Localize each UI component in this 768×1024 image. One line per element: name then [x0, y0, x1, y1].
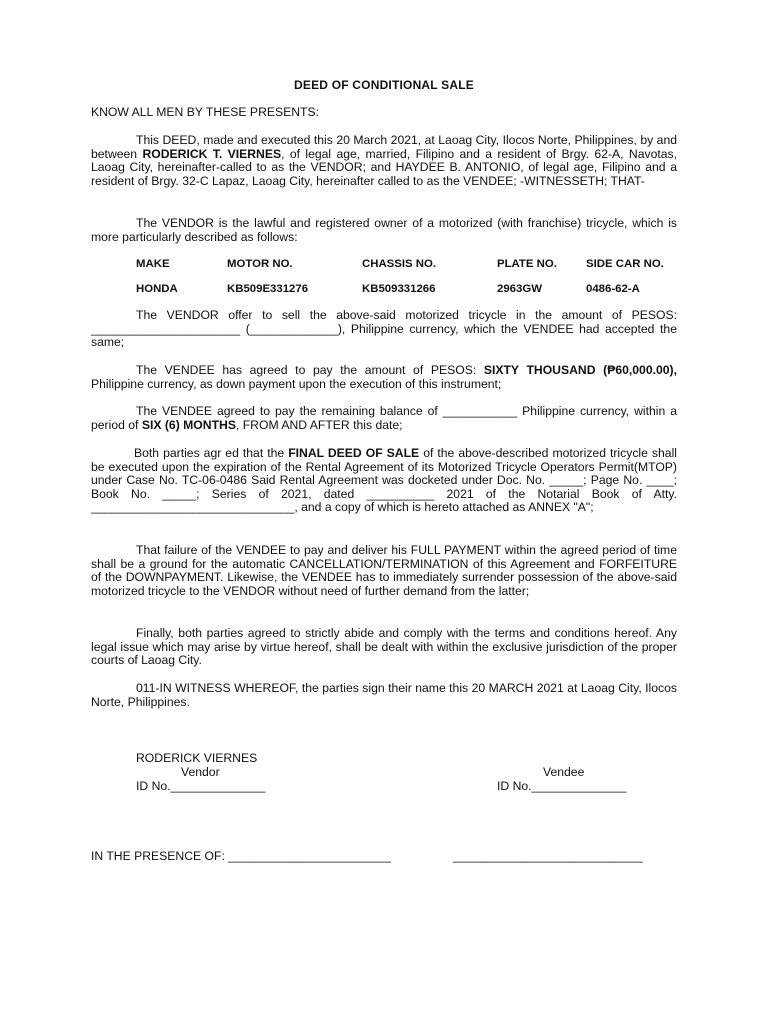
parties-text-a: This DEED, made and executed this 20 March 2021, at Laoag City, Ilocos Norte, Philippines, by and between [91, 133, 677, 161]
cell-make: HONDA [136, 283, 178, 295]
cell-chassis-no: KB509331266 [362, 283, 436, 295]
header-plate-no: PLATE NO. [497, 258, 557, 270]
paragraph-parties [91, 134, 677, 188]
downpayment-text-a: The VENDEE has agreed to pay the amount of PESOS: [136, 363, 484, 377]
downpayment-text-b: Philippine currency, as down payment upon the execution of this instrument; [91, 376, 502, 391]
final-deed-text-a: Both parties agr ed that the [134, 446, 289, 460]
balance-period: SIX (6) MONTHS [141, 417, 236, 432]
document-title: DEED OF CONDITIONAL SALE [294, 78, 474, 92]
vendor-id-line: ID No.______________ [136, 779, 266, 793]
paragraph-failure: That failure of the VENDEE to pay and deliver his FULL PAYMENT within the agreed period of time shall be a ground for the automatic CANCELLATION/TERMINATION of this Agreement and FORFEITURE of the DOWNPAYMENT. Likewise, the VENDEE has to immediately surrender possession of the above-said motorized tricycle to the VENDOR without need of further demand from the latter; [91, 543, 677, 598]
paragraph-ownership: The VENDOR is the lawful and registered owner of a motorized (with franchise) tricycle, which is more particularly described as follows: [91, 216, 677, 244]
balance-text-a: The VENDEE agreed to pay the remaining balance of ___________ Philippine currency, within a period of [91, 404, 677, 432]
paragraph-downpayment [91, 364, 677, 391]
cell-motor-no: KB509E331276 [227, 283, 309, 295]
parties-text-b: , of legal age, married, Filipino and a resident of Brgy. 62-A, Navotas, Laoag City, hereinafter-called to as the VENDOR; and HAYDEE B. ANTONIO, of legal age, Filipino and a resident of Brgy. 32-C Lapaz, Laoag City, hereinafter called to as the VENDEE; -WITNESSETH; THAT- [91, 146, 677, 188]
downpayment-amount: SIXTY THOUSAND (₱60,000.00), [483, 363, 677, 377]
paragraph-balance [91, 405, 677, 432]
paragraph-final-deed [91, 447, 677, 515]
cell-side-car-no: 0486-62-A [586, 283, 640, 295]
paragraph-offer: The VENDOR offer to sell the above-said motorized tricycle in the amount of PESOS: ______________________ (_____________), Philippine currency, which the VENDEE had accepted the same; [91, 308, 677, 350]
paragraph-finally: Finally, both parties agreed to strictly abide and comply with the terms and conditions hereof. Any legal issue which may arise by virtue hereof, shall be dealt with within the exclusive jurisdiction of the proper courts of Laoag City. [91, 626, 677, 668]
header-chassis-no: CHASSIS NO. [362, 258, 437, 270]
vendor-full-name: RODERICK T. VIERNES [142, 146, 282, 161]
presence-label: IN THE PRESENCE OF: ________________________ [91, 849, 391, 863]
header-side-car-no: SIDE CAR NO. [586, 258, 664, 270]
vendee-id-line: ID No.______________ [497, 779, 627, 793]
balance-text-b: , FROM AND AFTER this date; [235, 417, 403, 432]
intro-line: KNOW ALL MEN BY THESE PRESENTS: [91, 105, 320, 119]
cell-plate-no: 2963GW [497, 283, 542, 295]
final-deed-label: FINAL DEED OF SALE [288, 446, 420, 460]
final-deed-text-b: of the above-described motorized tricycle shall be executed upon the expiration of the Rental Agreement of its Motorized Tricycle Operators Permit(MTOP) under Case No. TC-06-0486 Said Rental Agreement was docketed under Doc. No. _____; Page No. ____; Book No. _____; Series of 2021, dated __________ 2021 of the Notarial Book of Atty. ______________________________, and a copy of which is hereto attached as ANNEX "A"; [91, 446, 677, 515]
vendee-role-label: Vendee [543, 765, 585, 779]
vendor-role-label: Vendor [181, 765, 220, 779]
vendor-signature-name: RODERICK VIERNES [136, 751, 258, 765]
presence-line-2: ____________________________ [453, 849, 643, 863]
header-make: MAKE [136, 258, 170, 270]
paragraph-witness: 011-IN WITNESS WHEREOF, the parties sign their name this 20 MARCH 2021 at Laoag City, Ilocos Norte, Philippines. [91, 681, 677, 709]
header-motor-no: MOTOR NO. [227, 258, 293, 270]
